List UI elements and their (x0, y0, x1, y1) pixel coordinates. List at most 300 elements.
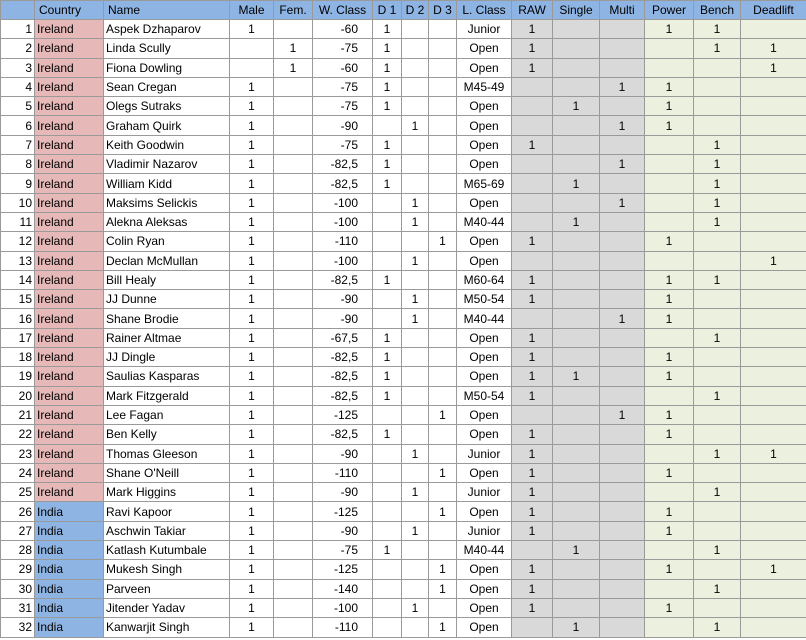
d3-cell (429, 309, 457, 328)
d1-cell (373, 212, 402, 231)
raw-cell (512, 155, 553, 174)
country-cell: Ireland (35, 290, 104, 309)
country-cell: Ireland (35, 232, 104, 251)
weight-class-cell: -100 (313, 598, 373, 617)
single-cell (553, 560, 600, 579)
table-row (1, 193, 806, 212)
deadlift-cell (741, 598, 806, 617)
bench-cell: 1 (694, 541, 741, 560)
name-cell: Maksims Selickis (104, 193, 230, 212)
name-cell: Thomas Gleeson (104, 444, 230, 463)
row-number: 2 (1, 39, 35, 58)
raw-cell: 1 (512, 348, 553, 367)
d3-cell (429, 155, 457, 174)
multi-cell (600, 174, 645, 193)
row-number: 9 (1, 174, 35, 193)
bench-cell: 1 (694, 135, 741, 154)
bench-cell (694, 251, 741, 270)
deadlift-cell (741, 309, 806, 328)
d3-cell: 1 (429, 405, 457, 424)
bench-cell: 1 (694, 174, 741, 193)
deadlift-cell (741, 502, 806, 521)
multi-cell (600, 483, 645, 502)
d2-cell: 1 (402, 309, 429, 328)
fem-cell (274, 463, 313, 482)
weight-class-cell: -82,5 (313, 174, 373, 193)
male-cell: 1 (230, 405, 274, 424)
d2-cell (402, 560, 429, 579)
single-cell (553, 463, 600, 482)
multi-cell (600, 502, 645, 521)
name-cell: Lee Fagan (104, 405, 230, 424)
weight-class-cell: -100 (313, 251, 373, 270)
d2-cell (402, 20, 429, 39)
bench-cell (694, 560, 741, 579)
deadlift-cell (741, 270, 806, 289)
raw-cell: 1 (512, 290, 553, 309)
raw-cell: 1 (512, 425, 553, 444)
d3-cell (429, 20, 457, 39)
table-row (1, 116, 806, 135)
raw-cell (512, 212, 553, 231)
weight-class-cell: -75 (313, 135, 373, 154)
power-cell (645, 541, 694, 560)
multi-cell (600, 270, 645, 289)
weight-class-cell: -67,5 (313, 328, 373, 347)
header-d2: D 2 (402, 1, 429, 20)
raw-cell (512, 405, 553, 424)
table-row (1, 444, 806, 463)
table-row (1, 77, 806, 96)
table-row (1, 155, 806, 174)
male-cell: 1 (230, 212, 274, 231)
row-number: 16 (1, 309, 35, 328)
weight-class-cell: -82,5 (313, 367, 373, 386)
deadlift-cell (741, 425, 806, 444)
table-row (1, 58, 806, 77)
single-cell (553, 155, 600, 174)
weight-class-cell: -125 (313, 502, 373, 521)
male-cell: 1 (230, 463, 274, 482)
d1-cell: 1 (373, 386, 402, 405)
row-number: 21 (1, 405, 35, 424)
country-cell: India (35, 541, 104, 560)
deadlift-cell (741, 618, 806, 637)
lifter-class-cell: Junior (457, 483, 512, 502)
raw-cell: 1 (512, 270, 553, 289)
country-cell: Ireland (35, 155, 104, 174)
country-cell: Ireland (35, 174, 104, 193)
bench-cell: 1 (694, 155, 741, 174)
deadlift-cell (741, 463, 806, 482)
d1-cell (373, 598, 402, 617)
table-row (1, 521, 806, 540)
name-cell: Aschwin Takiar (104, 521, 230, 540)
fem-cell (274, 618, 313, 637)
male-cell: 1 (230, 309, 274, 328)
d3-cell (429, 58, 457, 77)
lifter-class-cell: Open (457, 232, 512, 251)
deadlift-cell (741, 174, 806, 193)
male-cell: 1 (230, 386, 274, 405)
row-number: 30 (1, 579, 35, 598)
male-cell: 1 (230, 251, 274, 270)
d1-cell (373, 521, 402, 540)
fem-cell (274, 483, 313, 502)
deadlift-cell (741, 97, 806, 116)
deadlift-cell (741, 116, 806, 135)
fem-cell (274, 77, 313, 96)
deadlift-cell: 1 (741, 444, 806, 463)
d1-cell: 1 (373, 425, 402, 444)
multi-cell: 1 (600, 77, 645, 96)
multi-cell (600, 425, 645, 444)
d2-cell (402, 386, 429, 405)
row-number: 14 (1, 270, 35, 289)
name-cell: Declan McMullan (104, 251, 230, 270)
d1-cell (373, 463, 402, 482)
name-cell: JJ Dunne (104, 290, 230, 309)
row-number: 26 (1, 502, 35, 521)
weight-class-cell: -100 (313, 212, 373, 231)
row-number: 28 (1, 541, 35, 560)
single-cell (553, 251, 600, 270)
male-cell: 1 (230, 444, 274, 463)
d3-cell (429, 290, 457, 309)
table-row (1, 386, 806, 405)
multi-cell (600, 232, 645, 251)
header-country: Country (35, 1, 104, 20)
d3-cell (429, 328, 457, 347)
multi-cell (600, 444, 645, 463)
d2-cell (402, 541, 429, 560)
header-deadlift: Deadlift (741, 1, 806, 20)
table-row (1, 483, 806, 502)
table-row (1, 502, 806, 521)
d2-cell (402, 155, 429, 174)
name-cell: Saulias Kasparas (104, 367, 230, 386)
bench-cell: 1 (694, 386, 741, 405)
single-cell (553, 20, 600, 39)
deadlift-cell (741, 155, 806, 174)
male-cell: 1 (230, 579, 274, 598)
bench-cell: 1 (694, 483, 741, 502)
name-cell: Ravi Kapoor (104, 502, 230, 521)
power-cell: 1 (645, 463, 694, 482)
male-cell: 1 (230, 97, 274, 116)
raw-cell: 1 (512, 135, 553, 154)
bench-cell (694, 425, 741, 444)
fem-cell (274, 309, 313, 328)
d2-cell: 1 (402, 193, 429, 212)
deadlift-cell (741, 290, 806, 309)
d1-cell: 1 (373, 541, 402, 560)
country-cell: Ireland (35, 348, 104, 367)
d1-cell: 1 (373, 20, 402, 39)
d2-cell (402, 425, 429, 444)
d3-cell (429, 444, 457, 463)
name-cell: Bill Healy (104, 270, 230, 289)
name-cell: Shane O'Neill (104, 463, 230, 482)
d1-cell (373, 560, 402, 579)
multi-cell: 1 (600, 116, 645, 135)
d3-cell (429, 193, 457, 212)
fem-cell (274, 386, 313, 405)
single-cell (553, 77, 600, 96)
header-fem: Fem. (274, 1, 313, 20)
d1-cell: 1 (373, 135, 402, 154)
d1-cell: 1 (373, 155, 402, 174)
d1-cell (373, 309, 402, 328)
d1-cell: 1 (373, 270, 402, 289)
deadlift-cell (741, 541, 806, 560)
male-cell: 1 (230, 20, 274, 39)
power-cell (645, 39, 694, 58)
lifter-class-cell: M40-44 (457, 309, 512, 328)
fem-cell (274, 193, 313, 212)
lifter-class-cell: Open (457, 97, 512, 116)
power-cell (645, 174, 694, 193)
multi-cell (600, 386, 645, 405)
d1-cell (373, 193, 402, 212)
lifter-class-cell: M50-54 (457, 386, 512, 405)
multi-cell (600, 251, 645, 270)
header-male: Male (230, 1, 274, 20)
country-cell: Ireland (35, 309, 104, 328)
row-number: 3 (1, 58, 35, 77)
power-cell: 1 (645, 232, 694, 251)
deadlift-cell (741, 212, 806, 231)
table-row (1, 618, 806, 637)
table-row (1, 20, 806, 39)
deadlift-cell (741, 328, 806, 347)
multi-cell: 1 (600, 309, 645, 328)
country-cell: Ireland (35, 270, 104, 289)
d2-cell: 1 (402, 116, 429, 135)
weight-class-cell: -75 (313, 39, 373, 58)
raw-cell (512, 97, 553, 116)
d3-cell (429, 483, 457, 502)
d3-cell (429, 97, 457, 116)
bench-cell (694, 97, 741, 116)
deadlift-cell (741, 579, 806, 598)
raw-cell: 1 (512, 598, 553, 617)
d1-cell: 1 (373, 174, 402, 193)
raw-cell: 1 (512, 20, 553, 39)
fem-cell (274, 444, 313, 463)
d2-cell: 1 (402, 212, 429, 231)
single-cell (553, 39, 600, 58)
d1-cell: 1 (373, 58, 402, 77)
d1-cell (373, 251, 402, 270)
power-cell: 1 (645, 309, 694, 328)
header-name: Name (104, 1, 230, 20)
header-row (1, 1, 806, 20)
d3-cell (429, 135, 457, 154)
raw-cell: 1 (512, 444, 553, 463)
row-number: 13 (1, 251, 35, 270)
weight-class-cell: -60 (313, 20, 373, 39)
d1-cell (373, 483, 402, 502)
deadlift-cell (741, 386, 806, 405)
name-cell: Jitender Yadav (104, 598, 230, 617)
country-cell: India (35, 579, 104, 598)
country-cell: Ireland (35, 405, 104, 424)
lifter-class-cell: Open (457, 251, 512, 270)
fem-cell (274, 560, 313, 579)
country-cell: India (35, 560, 104, 579)
d1-cell: 1 (373, 39, 402, 58)
male-cell: 1 (230, 155, 274, 174)
name-cell: Aspek Dzhaparov (104, 20, 230, 39)
multi-cell (600, 521, 645, 540)
d1-cell: 1 (373, 348, 402, 367)
multi-cell (600, 290, 645, 309)
power-cell: 1 (645, 598, 694, 617)
weight-class-cell: -75 (313, 541, 373, 560)
d2-cell (402, 270, 429, 289)
country-cell: Ireland (35, 116, 104, 135)
d1-cell: 1 (373, 97, 402, 116)
name-cell: Alekna Aleksas (104, 212, 230, 231)
power-cell (645, 618, 694, 637)
d3-cell (429, 270, 457, 289)
lifter-class-cell: M65-69 (457, 174, 512, 193)
table-row (1, 405, 806, 424)
raw-cell (512, 309, 553, 328)
weight-class-cell: -125 (313, 405, 373, 424)
power-cell: 1 (645, 367, 694, 386)
single-cell (553, 483, 600, 502)
lifter-class-cell: Open (457, 618, 512, 637)
name-cell: Fiona Dowling (104, 58, 230, 77)
bench-cell (694, 405, 741, 424)
d1-cell (373, 116, 402, 135)
d3-cell (429, 521, 457, 540)
weight-class-cell: -140 (313, 579, 373, 598)
d3-cell: 1 (429, 502, 457, 521)
table-row (1, 598, 806, 617)
row-number: 15 (1, 290, 35, 309)
d3-cell: 1 (429, 618, 457, 637)
lifter-class-cell: Open (457, 328, 512, 347)
raw-cell: 1 (512, 39, 553, 58)
d2-cell (402, 39, 429, 58)
multi-cell (600, 560, 645, 579)
male-cell: 1 (230, 77, 274, 96)
power-cell: 1 (645, 425, 694, 444)
power-cell (645, 483, 694, 502)
table-row (1, 463, 806, 482)
fem-cell (274, 328, 313, 347)
d2-cell (402, 618, 429, 637)
power-cell (645, 212, 694, 231)
raw-cell: 1 (512, 386, 553, 405)
table-row (1, 97, 806, 116)
lifter-class-cell: Open (457, 560, 512, 579)
d2-cell (402, 97, 429, 116)
lifter-class-cell: Open (457, 348, 512, 367)
male-cell: 1 (230, 174, 274, 193)
multi-cell (600, 212, 645, 231)
power-cell: 1 (645, 116, 694, 135)
d1-cell (373, 405, 402, 424)
power-cell (645, 444, 694, 463)
multi-cell (600, 328, 645, 347)
weight-class-cell: -110 (313, 618, 373, 637)
d2-cell (402, 502, 429, 521)
single-cell (553, 116, 600, 135)
d2-cell (402, 58, 429, 77)
male-cell: 1 (230, 521, 274, 540)
bench-cell: 1 (694, 618, 741, 637)
single-cell (553, 348, 600, 367)
row-number: 7 (1, 135, 35, 154)
male-cell (230, 58, 274, 77)
row-number: 23 (1, 444, 35, 463)
name-cell: Katlash Kutumbale (104, 541, 230, 560)
weight-class-cell: -82,5 (313, 270, 373, 289)
lifter-class-cell: Junior (457, 20, 512, 39)
country-cell: India (35, 502, 104, 521)
row-number: 19 (1, 367, 35, 386)
male-cell: 1 (230, 502, 274, 521)
name-cell: Ben Kelly (104, 425, 230, 444)
raw-cell: 1 (512, 579, 553, 598)
d3-cell (429, 39, 457, 58)
d3-cell: 1 (429, 232, 457, 251)
bench-cell: 1 (694, 270, 741, 289)
country-cell: Ireland (35, 135, 104, 154)
country-cell: India (35, 618, 104, 637)
country-cell: India (35, 598, 104, 617)
single-cell (553, 444, 600, 463)
d1-cell (373, 502, 402, 521)
country-cell: Ireland (35, 193, 104, 212)
raw-cell: 1 (512, 328, 553, 347)
power-cell (645, 579, 694, 598)
bench-cell (694, 502, 741, 521)
weight-class-cell: -60 (313, 58, 373, 77)
lifter-class-cell: M45-49 (457, 77, 512, 96)
weight-class-cell: -82,5 (313, 155, 373, 174)
fem-cell (274, 541, 313, 560)
row-number: 27 (1, 521, 35, 540)
lifter-class-cell: Open (457, 425, 512, 444)
raw-cell: 1 (512, 463, 553, 482)
single-cell (553, 309, 600, 328)
name-cell: Olegs Sutraks (104, 97, 230, 116)
row-number: 31 (1, 598, 35, 617)
single-cell: 1 (553, 97, 600, 116)
single-cell (553, 425, 600, 444)
power-cell: 1 (645, 348, 694, 367)
name-cell: Keith Goodwin (104, 135, 230, 154)
d3-cell (429, 77, 457, 96)
d2-cell (402, 328, 429, 347)
deadlift-cell: 1 (741, 58, 806, 77)
male-cell: 1 (230, 135, 274, 154)
lifter-class-cell: Open (457, 502, 512, 521)
table-row (1, 232, 806, 251)
table-row (1, 270, 806, 289)
single-cell: 1 (553, 367, 600, 386)
lifter-class-cell: Open (457, 579, 512, 598)
header-l-class: L. Class (457, 1, 512, 20)
deadlift-cell (741, 521, 806, 540)
weight-class-cell: -82,5 (313, 348, 373, 367)
header-index (1, 1, 35, 20)
